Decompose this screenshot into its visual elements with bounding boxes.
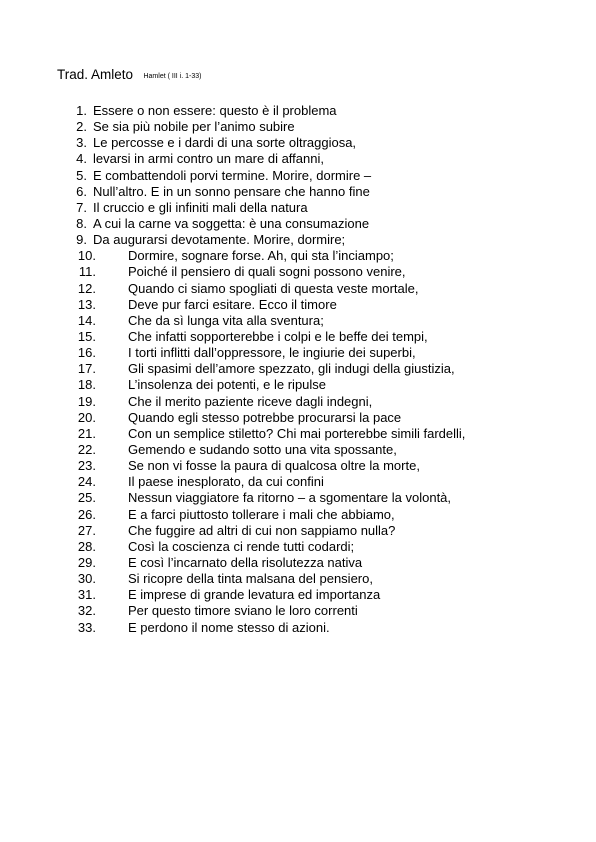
line-text: Nessun viaggiatore fa ritorno – a sgomentare la volontà, <box>128 490 452 506</box>
line-text: E combattendoli porvi termine. Morire, dormire – <box>93 167 372 183</box>
line-text: Con un semplice stiletto? Chi mai porterebbe simili fardelli, <box>128 425 466 441</box>
line-number: 7. <box>76 199 87 215</box>
line-text: E imprese di grande levatura ed importanza <box>128 587 381 603</box>
line-number: 5. <box>76 167 87 183</box>
line-number: 27. <box>77 522 96 538</box>
line-text: Essere o non essere: questo è il problema <box>93 103 337 118</box>
line-text: Le percosse e i dardi di una sorte oltraggiosa, <box>93 135 357 151</box>
line-number: 24. <box>77 474 96 490</box>
line-number: 1. <box>76 103 87 118</box>
line-number: 8. <box>76 215 87 231</box>
line-text: Si ricopre della tinta malsana del pensiero, <box>128 571 373 587</box>
line-text: Quando egli stesso potrebbe procurarsi la pace <box>128 409 402 425</box>
line-number: 21. <box>77 425 96 441</box>
line-text: Che fuggire ad altri di cui non sappiamo nulla? <box>128 522 396 538</box>
line-text: levarsi in armi contro un mare di affanni, <box>93 151 324 167</box>
line-number: 17. <box>77 361 96 377</box>
line-text: E a farci piuttosto tollerare i mali che abbiamo, <box>128 506 395 522</box>
line-text: E così l’incarnato della risolutezza nativa <box>128 554 363 570</box>
line-number: 23. <box>77 458 96 474</box>
line-text: Così la coscienza ci rende tutti codardi; <box>128 538 355 554</box>
line-number: 29. <box>77 554 96 570</box>
line-text: Che il merito paziente riceve dagli indegni, <box>128 393 373 409</box>
line-number: 32. <box>77 603 96 619</box>
line-text: Quando ci siamo spogliati di questa veste mortale, <box>128 280 419 296</box>
line-number: 12. <box>77 280 96 296</box>
line-number: 10. <box>77 248 96 264</box>
line-number: 3. <box>76 135 87 151</box>
line-number: 33. <box>77 619 96 635</box>
line-number: 19. <box>77 393 96 409</box>
line-text: L’insolenza dei potenti, e le ripulse <box>128 377 327 393</box>
line-number: 25. <box>77 490 96 506</box>
line-text: Deve pur farci esitare. Ecco il timore <box>128 296 337 312</box>
line-number: 31. <box>77 587 96 603</box>
line-text: Gli spasimi dell’amore spezzato, gli indugi della giustizia, <box>128 361 455 377</box>
line-number: 2. <box>76 119 87 135</box>
line-number: 11. <box>78 264 96 280</box>
line-text: Poiché il pensiero di quali sogni possono venire, <box>128 264 406 280</box>
line-text: Il cruccio e gli infiniti mali della natura <box>93 199 308 215</box>
line-number: 18. <box>77 377 96 393</box>
document-title: Trad. Amleto <box>57 67 134 82</box>
line-text: Null’altro. E in un sonno pensare che hanno fine <box>93 183 370 199</box>
line-number: 6. <box>76 183 87 199</box>
line-number: 4. <box>76 151 87 167</box>
document-header <box>57 66 201 84</box>
line-text: E perdono il nome stesso di azioni. <box>128 619 330 635</box>
line-text: Da augurarsi devotamente. Morire, dormire; <box>93 232 346 248</box>
line-number: 14. <box>77 312 96 328</box>
line-text: Se non vi fosse la paura di qualcosa oltre la morte, <box>128 458 420 474</box>
line-text: Che da sì lunga vita alla sventura; <box>128 312 324 328</box>
line-text: Gemendo e sudando sotto una vita spossante, <box>128 441 397 457</box>
line-text: I torti inflitti dall’oppressore, le ingiurie dei superbi, <box>128 345 416 361</box>
line-number: 30. <box>77 571 96 587</box>
line-number: 15. <box>77 328 96 344</box>
line-number: 20. <box>77 409 96 425</box>
line-text: Per questo timore sviano le loro correnti <box>128 603 358 619</box>
line-text: Dormire, sognare forse. Ah, qui sta l’inciampo; <box>128 248 394 264</box>
line-number: 13. <box>77 296 96 312</box>
document-subtitle: Hamlet ( III i. 1-33) <box>143 73 202 80</box>
line-number: 16. <box>77 345 96 361</box>
line-number: 26. <box>77 506 96 522</box>
line-text: Che infatti sopporterebbe i colpi e le beffe dei tempi, <box>128 328 428 344</box>
line-number: 9. <box>76 232 87 248</box>
line-number: 22. <box>77 441 96 457</box>
line-text: Se sia più nobile per l’animo subire <box>93 119 295 135</box>
line-text: A cui la carne va soggetta: è una consumazione <box>93 215 370 231</box>
line-number: 28. <box>77 538 96 554</box>
line-text: Il paese inesplorato, da cui confini <box>128 474 324 490</box>
